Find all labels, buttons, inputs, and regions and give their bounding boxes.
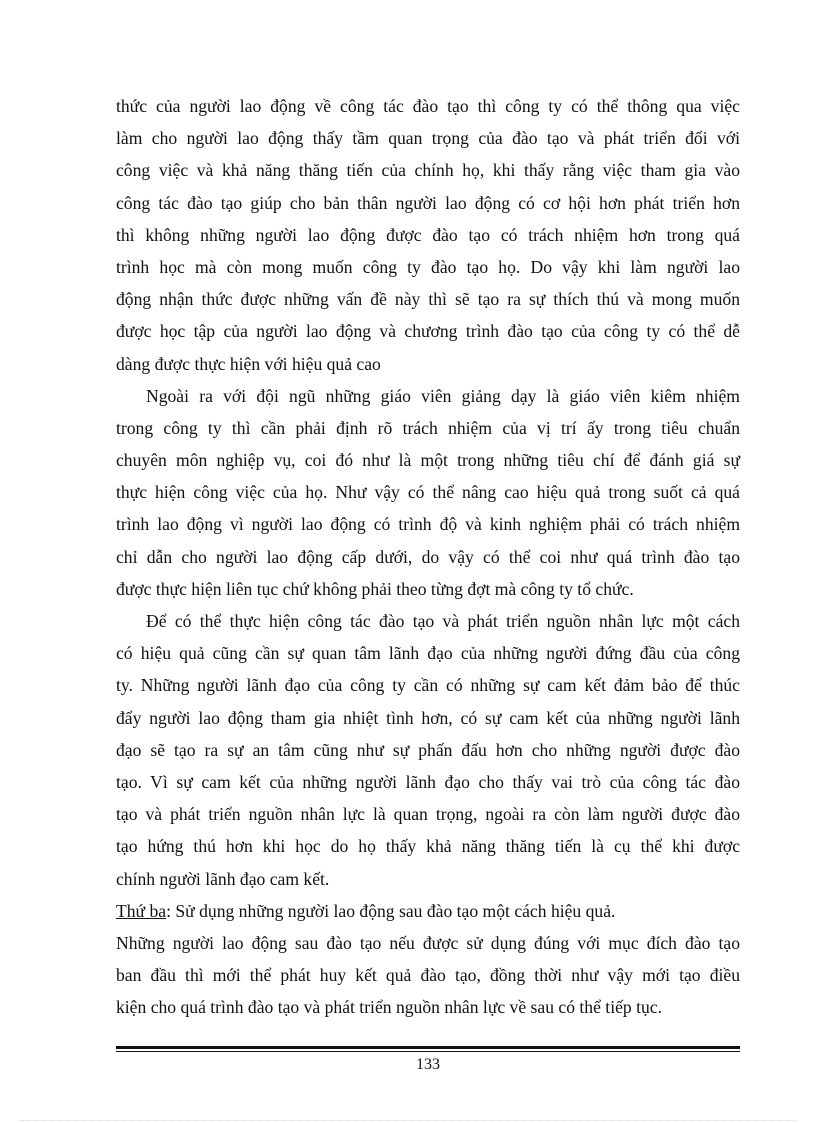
body-text (116, 90, 740, 1023)
text-line: tạo hứng thú hơn khi học do họ thấy khả năng thăng tiến là cụ thể khi được (116, 836, 740, 857)
footer-rule-thick (116, 1046, 740, 1049)
text-line: có hiệu quả cũng cần sự quan tâm lãnh đạo của những người đứng đầu của công (116, 643, 740, 664)
section-heading (116, 895, 740, 927)
text-line: chuyên môn nghiệp vụ, coi đó như là một trong những tiêu chí để đánh giá sự (116, 450, 740, 471)
text-line: thức của người lao động về công tác đào tạo thì công ty có thể thông qua việc (116, 96, 740, 116)
page-edge-dotted-line (20, 1120, 796, 1121)
text-line: Những người lao động sau đào tạo nếu được sử dụng đúng với mục đích đào tạo (116, 932, 740, 953)
page-number: 133 (416, 1056, 440, 1073)
text-line: đẩy người lao động tham gia nhiệt tình hơn, có sự cam kết của những người lãnh (116, 707, 740, 728)
text-line: kiện cho quá trình đào tạo và phát triển nguồn nhân lực về sau có thể tiếp tục. (116, 997, 662, 1018)
text-line: dàng được thực hiện với hiệu quả cao (116, 353, 381, 374)
text-line: thực hiện công việc của họ. Như vậy có thể nâng cao hiệu quả trong suốt cả quá (116, 482, 740, 503)
section-heading-rest: : Sử dụng những người lao động sau đào tạo một cách hiệu quả. (166, 900, 616, 921)
text-line: chỉ dẫn cho người lao động cấp dưới, do vậy có thể coi như quá trình đào tạo (116, 546, 740, 567)
text-line: Để có thể thực hiện công tác đào tạo và phát triển nguồn nhân lực một cách (146, 611, 740, 631)
text-line: được học tập của người lao động và chương trình đào tạo của công ty có thể dễ (116, 321, 740, 342)
text-line: được thực hiện liên tục chứ không phải theo từng đợt mà công ty tổ chức. (116, 578, 634, 599)
text-line: động nhận thức được những vấn đề này thì sẽ tạo ra sự thích thú và mong muốn (116, 289, 740, 310)
footer-rule-thin (116, 1051, 740, 1052)
text-line: tạo. Vì sự cam kết của những người lãnh đạo cho thấy vai trò của công tác đào (116, 771, 740, 792)
text-line: chính người lãnh đạo cam kết. (116, 868, 330, 889)
text-line: tạo và phát triển nguồn nhân lực là quan trọng, ngoài ra còn làm người được đào (116, 804, 740, 825)
text-line: ty. Những người lãnh đạo của công ty cần có những sự cam kết đảm bảo để thúc (116, 675, 740, 696)
text-line: công việc và khả năng thăng tiến của chính họ, khi thấy rằng việc tham gia vào (116, 160, 740, 181)
text-line: làm cho người lao động thấy tầm quan trọng của đào tạo và phát triển đối với (116, 128, 740, 149)
text-line: Ngoài ra với đội ngũ những giáo viên giảng dạy là giáo viên kiêm nhiệm (146, 385, 740, 406)
text-line: ban đầu thì mới thể phát huy kết quả đào tạo, đồng thời như vậy mới tạo điều (116, 965, 740, 986)
text-line: thì không những người lao động được đào tạo có trách nhiệm hơn trong quá (116, 224, 740, 245)
text-line: công tác đào tạo giúp cho bản thân người lao động có cơ hội hơn phát triển hơn (116, 192, 740, 213)
section-heading-lead: Thứ ba (116, 900, 167, 921)
text-line: trình học mà còn mong muốn công ty đào tạo họ. Do vậy khi làm người lao (116, 256, 740, 277)
text-line: trong công ty thì cần phải định rõ trách nhiệm của vị trí ấy trong tiêu chuẩn (116, 417, 740, 438)
text-line: trình lao động vì người lao động có trình độ và kinh nghiệm phải có trách nhiệm (116, 514, 740, 535)
text-line: đạo sẽ tạo ra sự an tâm cũng như sự phấn đấu hơn cho những người được đào (116, 739, 740, 760)
